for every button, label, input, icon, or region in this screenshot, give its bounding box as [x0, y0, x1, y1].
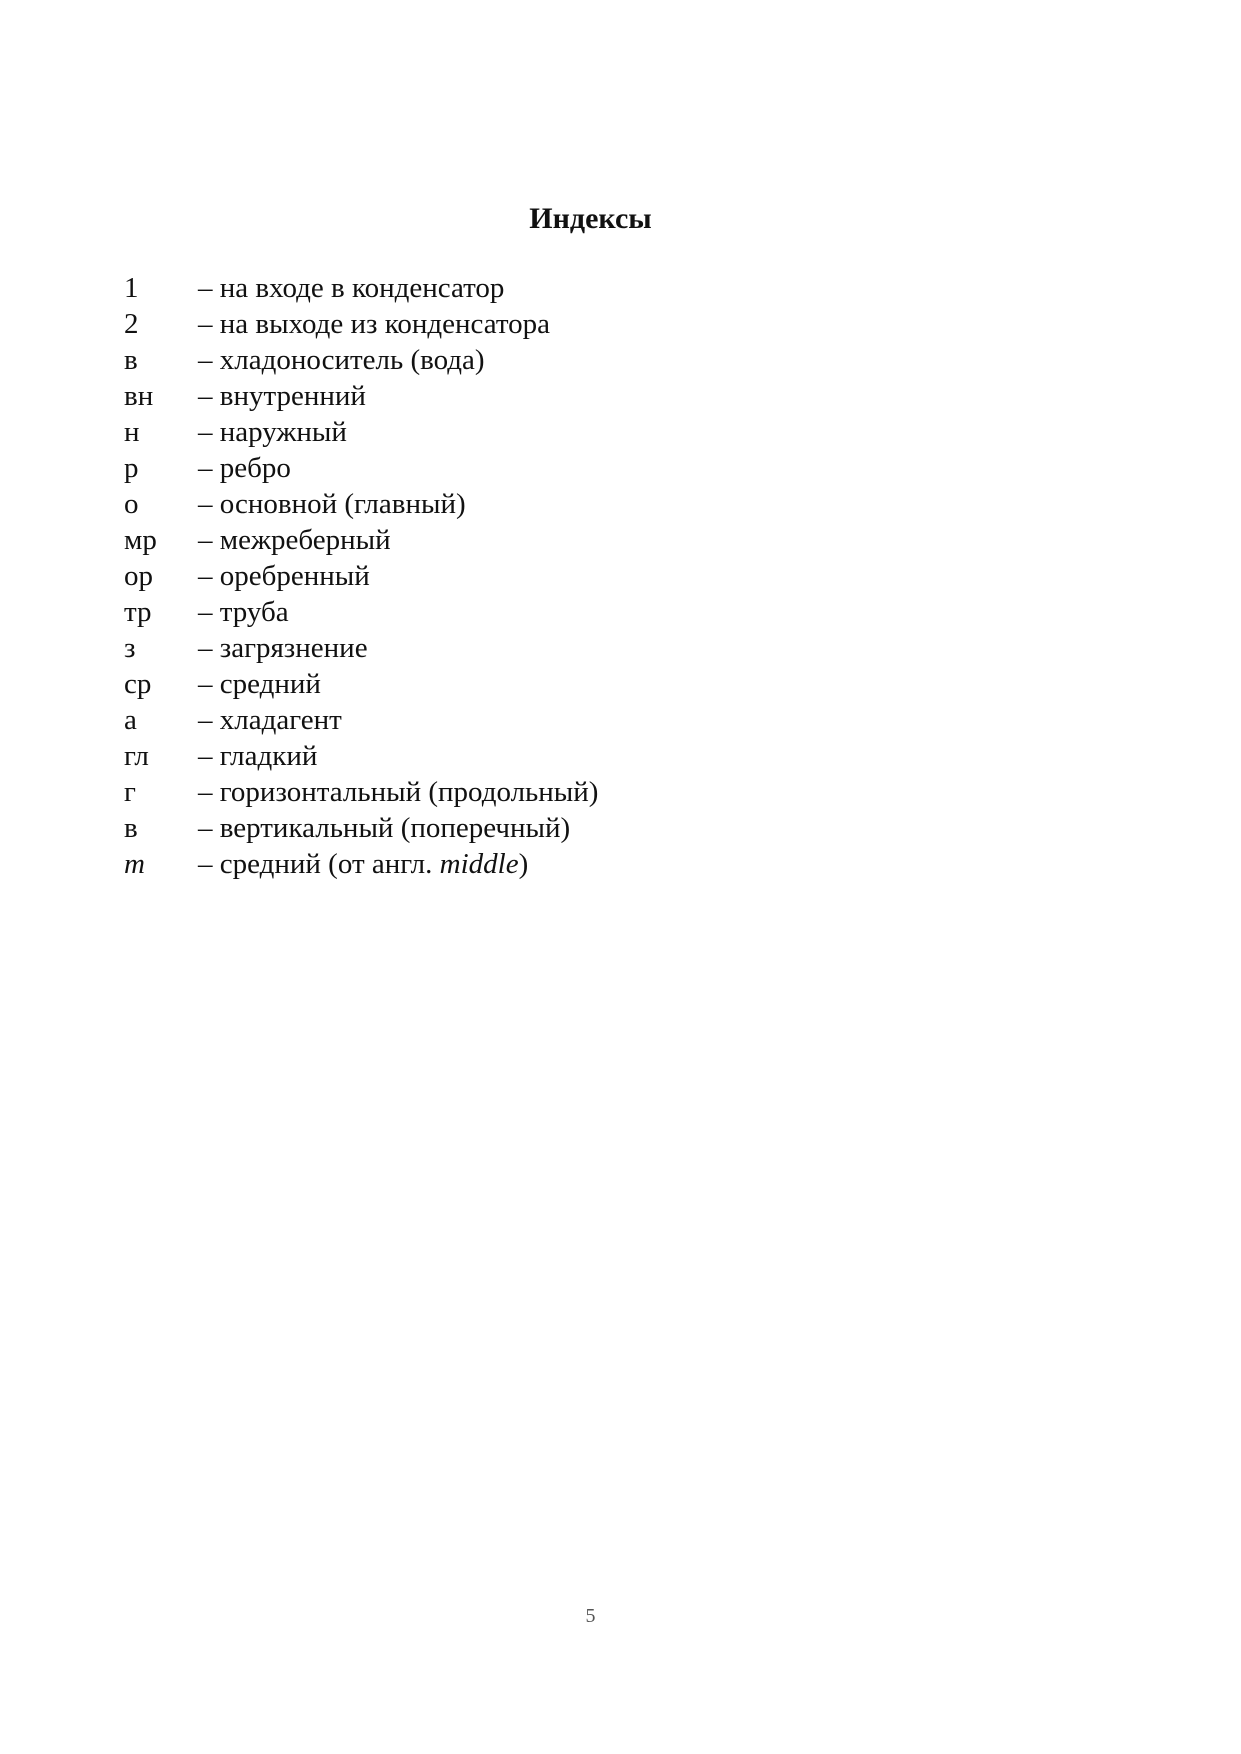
- index-description: – наружный: [198, 416, 347, 448]
- index-symbol: вн: [124, 380, 154, 412]
- index-symbol: р: [124, 452, 139, 484]
- index-row: [124, 846, 924, 882]
- index-description: – ребро: [198, 452, 291, 484]
- page-number: 5: [585, 1605, 596, 1627]
- index-description: [198, 846, 528, 882]
- index-symbol: г: [124, 776, 136, 808]
- index-description-text: – средний (от англ.: [198, 848, 440, 880]
- index-symbol: о: [124, 488, 139, 520]
- index-description: – загрязнение: [198, 632, 368, 664]
- index-symbol: тр: [124, 596, 152, 628]
- index-description-italic: middle: [439, 848, 519, 880]
- index-description: – хладагент: [198, 704, 342, 736]
- index-symbol: в: [124, 812, 138, 844]
- index-row: [124, 594, 924, 630]
- index-description: – межреберный: [198, 524, 391, 556]
- index-description: – горизонтальный (продольный): [198, 776, 599, 808]
- page-title: Индексы: [529, 202, 652, 235]
- index-row: [124, 630, 924, 666]
- index-symbol: ор: [124, 560, 153, 592]
- index-description: – гладкий: [198, 740, 318, 772]
- index-description: – вертикальный (поперечный): [198, 812, 571, 844]
- index-description: – на выходе из конденсатора: [198, 308, 551, 340]
- index-row: [124, 558, 924, 594]
- index-row: [124, 342, 924, 378]
- index-row: [124, 810, 924, 846]
- index-description: – внутренний: [198, 380, 366, 412]
- index-description: – средний: [198, 668, 321, 700]
- index-description: – основной (главный): [198, 488, 466, 520]
- index-row: [124, 738, 924, 774]
- index-row: [124, 270, 924, 306]
- index-description-end: ): [518, 848, 529, 880]
- index-symbol: m: [124, 848, 145, 880]
- index-symbol: мр: [124, 524, 157, 556]
- index-symbol: з: [124, 632, 136, 664]
- index-symbol: 1: [124, 272, 139, 304]
- index-row: [124, 378, 924, 414]
- index-symbol: гл: [124, 740, 149, 772]
- index-row: [124, 666, 924, 702]
- index-row: [124, 306, 924, 342]
- index-row: [124, 486, 924, 522]
- index-description: – оребренный: [198, 560, 370, 592]
- index-symbol: 2: [124, 308, 139, 340]
- index-row: [124, 774, 924, 810]
- index-row: [124, 702, 924, 738]
- index-description: – труба: [198, 596, 289, 628]
- index-symbol: ср: [124, 668, 152, 700]
- index-row: [124, 450, 924, 486]
- index-row: [124, 414, 924, 450]
- index-description: – хладоноситель (вода): [198, 344, 485, 376]
- index-symbol: в: [124, 344, 138, 376]
- index-symbol: а: [124, 704, 137, 736]
- index-description: – на входе в конденсатор: [198, 272, 505, 304]
- index-row: [124, 522, 924, 558]
- index-symbol: н: [124, 416, 140, 448]
- index-list: [124, 270, 924, 882]
